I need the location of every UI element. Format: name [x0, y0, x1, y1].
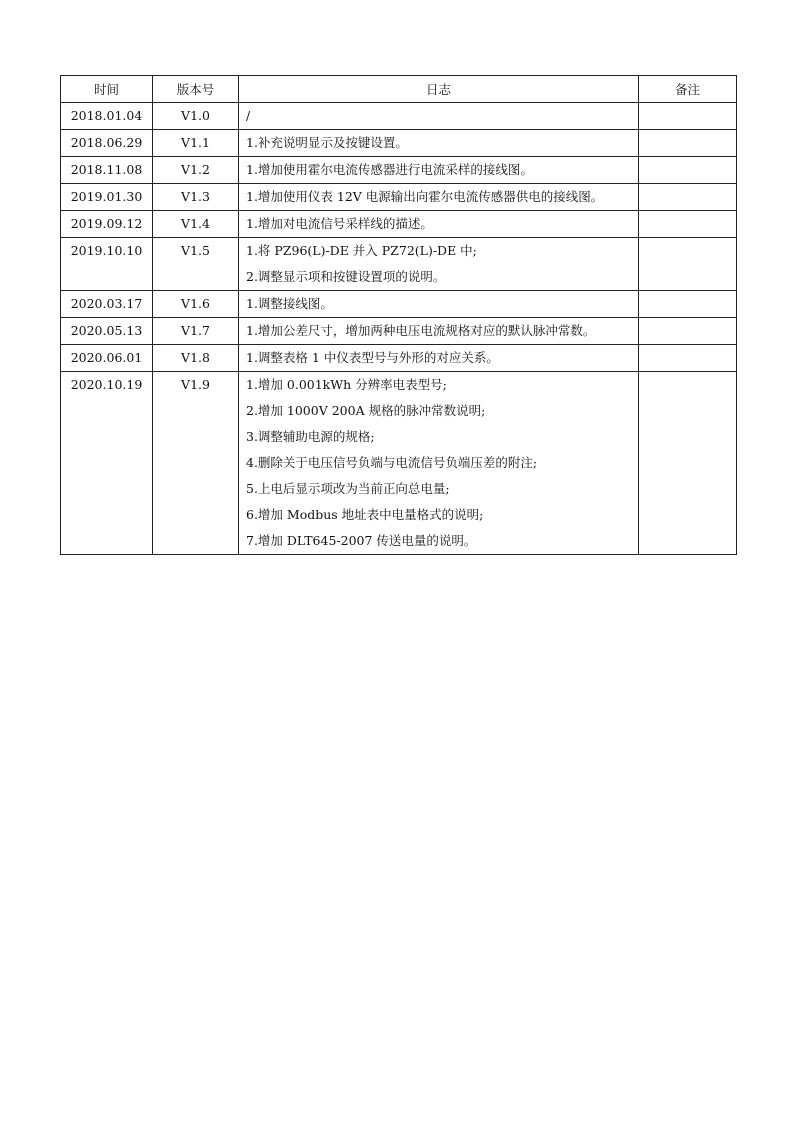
row-date-cell [61, 318, 153, 345]
log-entry: 1.补充说明显示及按键设置。 [246, 135, 408, 150]
row-log-cell [239, 130, 639, 157]
row-date: 2018.01.04 [70, 108, 143, 123]
row-date-cell [61, 211, 153, 238]
row-note [639, 238, 737, 291]
row-log-cell [239, 238, 639, 291]
log-entry: / [246, 108, 251, 123]
header-version: 版本号 [153, 76, 239, 103]
row-date: 2018.06.29 [70, 135, 143, 150]
row-log-cell [239, 157, 639, 184]
table-row [61, 157, 737, 184]
row-version-cell [153, 318, 239, 345]
row-date-cell [61, 103, 153, 130]
table-row [61, 211, 737, 238]
log-entry: 7.增加 DLT645-2007 传送电量的说明。 [246, 533, 477, 548]
table-row [61, 291, 737, 318]
row-note [639, 372, 737, 555]
log-entry: 1.增加公差尺寸，增加两种电压电流规格对应的默认脉冲常数。 [246, 323, 596, 338]
table-row [61, 130, 737, 157]
row-version-cell [153, 345, 239, 372]
table-body [61, 103, 737, 555]
table-row [61, 372, 737, 555]
log-entry: 1.增加对电流信号采样线的描述。 [246, 216, 433, 231]
log-entry: 1.调整接线图。 [246, 296, 333, 311]
row-note [639, 103, 737, 130]
row-date: 2019.09.12 [70, 216, 143, 231]
log-entry: 6.增加 Modbus 地址表中电量格式的说明; [246, 507, 484, 522]
row-version: V1.4 [181, 216, 210, 231]
row-version: V1.8 [181, 350, 210, 365]
row-date: 2019.01.30 [70, 189, 143, 204]
row-version: V1.6 [181, 296, 210, 311]
row-version: V1.3 [181, 189, 210, 204]
table-row [61, 103, 737, 130]
table-row [61, 345, 737, 372]
row-date-cell [61, 238, 153, 291]
row-date: 2020.10.19 [70, 377, 143, 392]
row-version-cell [153, 157, 239, 184]
row-date: 2020.05.13 [70, 323, 143, 338]
row-version: V1.5 [181, 243, 210, 258]
row-version-cell [153, 130, 239, 157]
log-entry: 2.调整显示项和按键设置项的说明。 [246, 269, 446, 284]
row-log-cell [239, 345, 639, 372]
row-version-cell [153, 184, 239, 211]
row-note [639, 211, 737, 238]
row-note [639, 318, 737, 345]
row-date: 2018.11.08 [70, 162, 143, 177]
row-version: V1.0 [181, 108, 210, 123]
row-date-cell [61, 157, 153, 184]
row-log-cell [239, 103, 639, 130]
table-row [61, 318, 737, 345]
row-version: V1.2 [181, 162, 210, 177]
row-date-cell [61, 372, 153, 555]
row-note [639, 291, 737, 318]
row-date: 2020.03.17 [70, 296, 143, 311]
log-entry: 4.删除关于电压信号负端与电流信号负端压差的附注; [246, 455, 538, 470]
row-date-cell [61, 345, 153, 372]
log-entry: 1.增加使用霍尔电流传感器进行电流采样的接线图。 [246, 162, 533, 177]
header-note: 备注 [639, 76, 737, 103]
row-date-cell [61, 184, 153, 211]
row-log-cell [239, 184, 639, 211]
row-date: 2019.10.10 [70, 243, 143, 258]
row-log-cell [239, 211, 639, 238]
row-version-cell [153, 103, 239, 130]
row-log-cell [239, 318, 639, 345]
row-version-cell [153, 372, 239, 555]
revision-history-table [60, 75, 737, 555]
row-version-cell [153, 211, 239, 238]
log-entry: 2.增加 1000V 200A 规格的脉冲常数说明; [246, 403, 486, 418]
log-entry: 1.增加使用仪表 12V 电源输出向霍尔电流传感器供电的接线图。 [246, 189, 604, 204]
log-entry: 3.调整辅助电源的规格; [246, 429, 375, 444]
row-date-cell [61, 130, 153, 157]
log-entry: 5.上电后显示项改为当前正向总电量; [246, 481, 450, 496]
row-note [639, 184, 737, 211]
row-version: V1.9 [181, 377, 210, 392]
row-version: V1.7 [181, 323, 210, 338]
log-entry: 1.将 PZ96(L)-DE 并入 PZ72(L)-DE 中; [246, 243, 477, 258]
row-note [639, 345, 737, 372]
row-date-cell [61, 291, 153, 318]
row-log-cell [239, 291, 639, 318]
row-note [639, 157, 737, 184]
log-entry: 1.增加 0.001kWh 分辨率电表型号; [246, 377, 447, 392]
header-date: 时间 [61, 76, 153, 103]
header-log: 日志 [239, 76, 639, 103]
row-version-cell [153, 238, 239, 291]
row-version-cell [153, 291, 239, 318]
row-version: V1.1 [181, 135, 210, 150]
table-row [61, 184, 737, 211]
row-date: 2020.06.01 [70, 350, 143, 365]
log-entry: 1.调整表格 1 中仪表型号与外形的对应关系。 [246, 350, 499, 365]
table-row [61, 238, 737, 291]
row-log-cell [239, 372, 639, 555]
table-header-row [61, 76, 737, 103]
row-note [639, 130, 737, 157]
